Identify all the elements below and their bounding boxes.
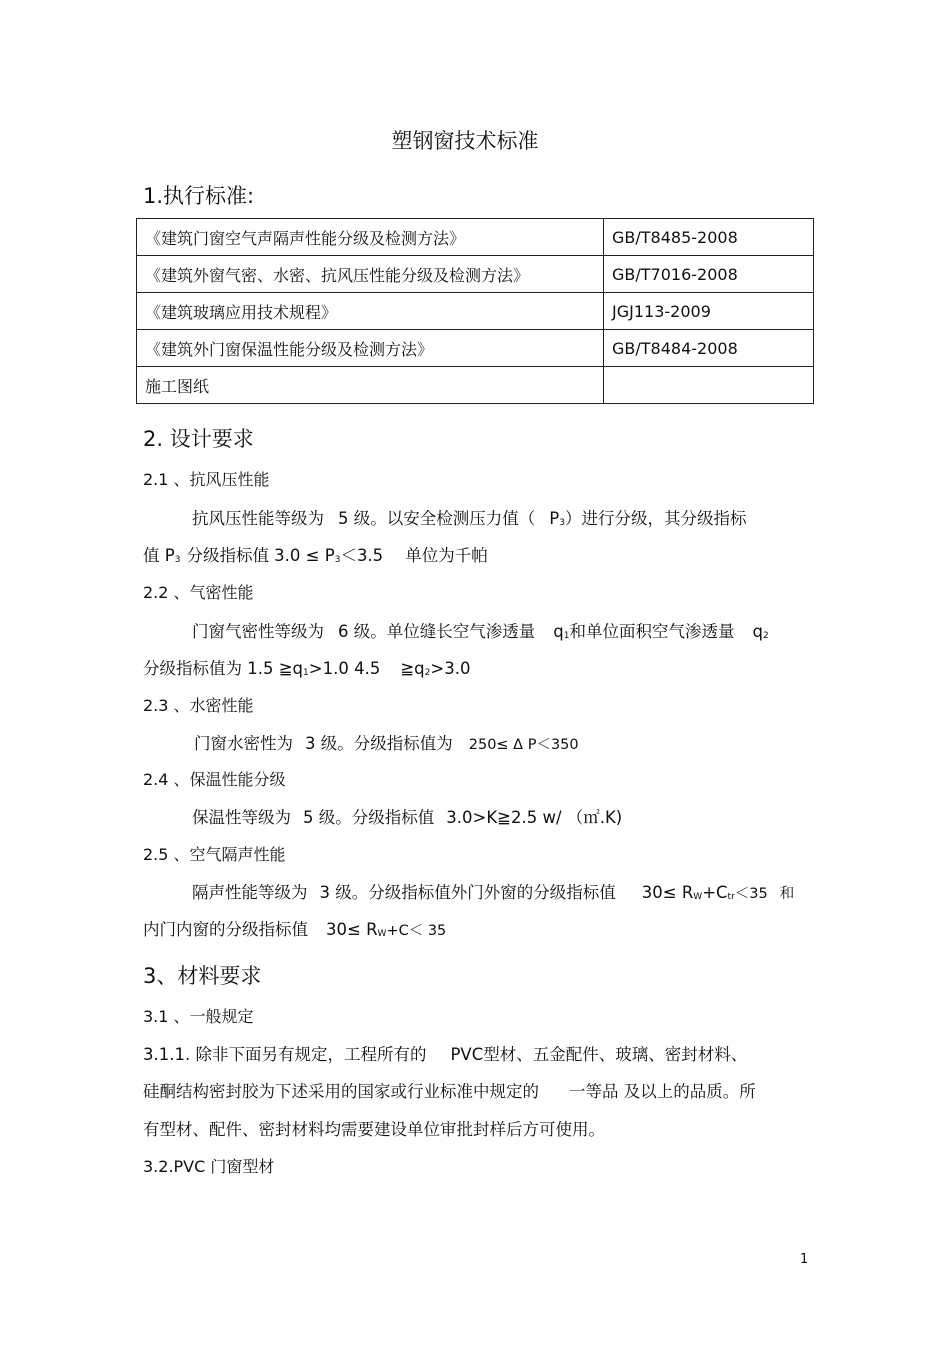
section-3-1-heading: 3.1 、一般规定: [143, 1007, 254, 1026]
paragraph-line: 门窗水密性为 3 级。分级指标值为 250≤ Δ P＜350: [194, 734, 579, 753]
standard-code: GB/T8485-2008: [604, 219, 814, 256]
page-number: 1: [800, 1252, 809, 1267]
standard-code: GB/T8484-2008: [604, 330, 814, 367]
section-1-heading: 1.执行标准:: [143, 184, 255, 208]
standard-name: 《建筑外窗气密、水密、抗风压性能分级及检测方法》: [137, 256, 604, 293]
paragraph-line: 门窗气密性等级为 6 级。单位缝长空气渗透量 q1和单位面积空气渗透量 q2: [192, 622, 769, 641]
paragraph-line: 3.1.1. 除非下面另有规定，工程所有的 PVC型材、五金配件、玻璃、密封材料、: [143, 1045, 748, 1064]
table-row: [137, 256, 814, 293]
paragraph-line: 硅酮结构密封胶为下述采用的国家或行业标准中规定的 一等品 及以上的品质。所: [143, 1082, 756, 1101]
page-title: 塑钢窗技术标准: [391, 129, 539, 153]
table-row: [137, 219, 814, 256]
table-row: [137, 293, 814, 330]
standards-table: [136, 218, 814, 404]
paragraph-line: 抗风压性能等级为 5 级。以安全检测压力值（ P3）进行分级，其分级指标: [192, 509, 747, 528]
standard-code: GB/T7016-2008: [604, 256, 814, 293]
standard-name: 《建筑门窗空气声隔声性能分级及检测方法》: [137, 219, 604, 256]
section-2-2-heading: 2.2 、气密性能: [143, 583, 254, 602]
section-2-4-heading: 2.4 、保温性能分级: [143, 770, 286, 789]
paragraph-line: 内门内窗的分级指标值 30≤ RW+C＜ 35: [143, 920, 447, 939]
paragraph-line: 保温性等级为 5 级。分级指标值 3.0>K≧2.5 w/ （㎡.K): [192, 808, 623, 827]
standard-code: [604, 367, 814, 404]
paragraph-line: 隔声性能等级为 3 级。分级指标值外门外窗的分级指标值 30≤ RW+Ctr＜35 和: [192, 883, 795, 902]
section-2-3-heading: 2.3 、水密性能: [143, 696, 254, 715]
standard-code: JGJ113-2009: [604, 293, 814, 330]
standard-name: 《建筑玻璃应用技术规程》: [137, 293, 604, 330]
standard-name: 《建筑外门窗保温性能分级及检测方法》: [137, 330, 604, 367]
section-2-5-heading: 2.5 、空气隔声性能: [143, 845, 286, 864]
section-2-1-heading: 2.1 、抗风压性能: [143, 470, 270, 489]
section-2-heading: 2. 设计要求: [143, 427, 254, 451]
standard-name: 施工图纸: [137, 367, 604, 404]
paragraph-line: 有型材、配件、密封材料均需要建设单位审批封样后方可使用。: [143, 1120, 605, 1139]
paragraph-line: 值 P3 分级指标值 3.0 ≤ P3＜3.5 单位为千帕: [143, 546, 488, 565]
paragraph-line: 分级指标值为 1.5 ≧q1>1.0 4.5 ≧q2>3.0: [143, 659, 471, 678]
table-row: [137, 367, 814, 404]
section-3-heading: 3、材料要求: [143, 964, 262, 988]
section-3-2-heading: 3.2.PVC 门窗型材: [143, 1157, 275, 1176]
table-row: [137, 330, 814, 367]
